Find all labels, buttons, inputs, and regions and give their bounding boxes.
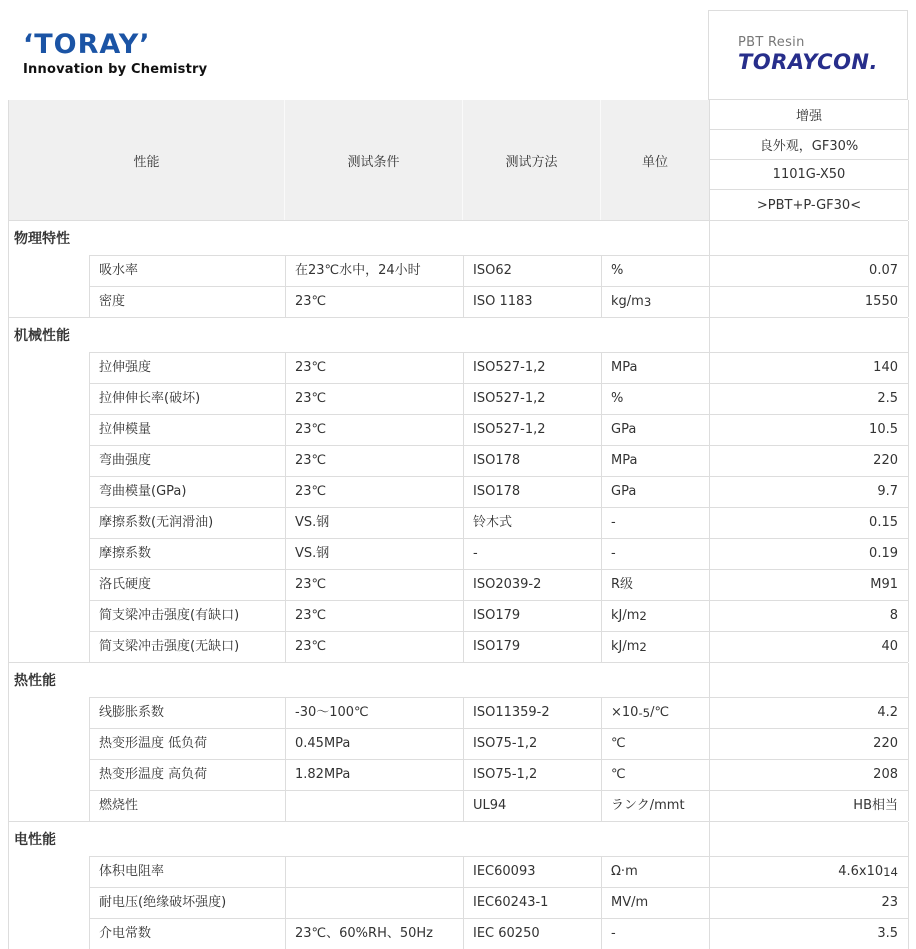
property-cell: 拉伸强度: [89, 352, 285, 383]
product-line-label: PBT Resin: [738, 35, 805, 51]
table-row: [9, 569, 908, 600]
method-cell: ISO11359-2: [463, 697, 601, 728]
method-cell: -: [463, 538, 601, 569]
unit-cell: ℃: [601, 759, 709, 790]
section-value-cell: [709, 822, 909, 856]
condition-cell: 23℃: [285, 414, 463, 445]
row-indent-spacer: [9, 887, 89, 918]
unit-cell: %: [601, 383, 709, 414]
section-value-cell: [709, 663, 909, 697]
section-title: 机械性能: [14, 328, 70, 344]
value-cell: 220: [709, 445, 909, 476]
row-indent-spacer: [9, 476, 89, 507]
value-cell: M91: [709, 569, 909, 600]
grade-header-stack: [709, 100, 909, 220]
property-cell: 洛氏硬度: [89, 569, 285, 600]
property-cell: 简支梁冲击强度(无缺口): [89, 631, 285, 662]
property-cell: 弯曲强度: [89, 445, 285, 476]
table-row: [9, 697, 908, 728]
grade-name: 1101G-X50: [709, 160, 909, 190]
method-cell: ISO527-1,2: [463, 414, 601, 445]
property-cell: 热变形温度 高负荷: [89, 759, 285, 790]
unit-cell: MPa: [601, 445, 709, 476]
unit-cell: kJ/m 2: [601, 600, 709, 631]
unit-cell: Ω·m: [601, 856, 709, 887]
table-row: [9, 790, 908, 821]
property-cell: 拉伸伸长率(破坏): [89, 383, 285, 414]
row-indent-spacer: [9, 697, 89, 728]
condition-cell: 在23℃水中，24小时: [285, 255, 463, 286]
section-row: [9, 317, 908, 352]
condition-cell: [285, 790, 463, 821]
row-indent-spacer: [9, 507, 89, 538]
condition-cell: -30～100℃: [285, 697, 463, 728]
unit-cell: MV/m: [601, 887, 709, 918]
value-cell: 4.6x10 14: [709, 856, 909, 887]
table-body: [9, 220, 908, 949]
condition-cell: 23℃、60%RH、50Hz: [285, 918, 463, 949]
toraycon-logo: TORAYCON.: [738, 50, 878, 75]
table-row: [9, 507, 908, 538]
method-cell: ISO 1183: [463, 286, 601, 317]
section-value-cell: [709, 221, 909, 255]
unit-cell: MPa: [601, 352, 709, 383]
table-row: [9, 445, 908, 476]
method-cell: ISO75-1,2: [463, 759, 601, 790]
header-condition: 测试条件: [285, 100, 463, 220]
property-cell: 体积电阻率: [89, 856, 285, 887]
row-indent-spacer: [9, 352, 89, 383]
condition-cell: VS.钢: [285, 538, 463, 569]
method-cell: ISO179: [463, 631, 601, 662]
property-cell: 燃烧性: [89, 790, 285, 821]
method-cell: ISO178: [463, 445, 601, 476]
property-cell: 热变形温度 低负荷: [89, 728, 285, 759]
unit-cell: %: [601, 255, 709, 286]
property-table: [8, 100, 908, 949]
value-cell: 9.7: [709, 476, 909, 507]
unit-cell: ℃: [601, 728, 709, 759]
condition-cell: 23℃: [285, 600, 463, 631]
row-indent-spacer: [9, 918, 89, 949]
value-cell: 1550: [709, 286, 909, 317]
table-row: [9, 255, 908, 286]
method-cell: ISO527-1,2: [463, 383, 601, 414]
table-row: [9, 887, 908, 918]
condition-cell: 23℃: [285, 476, 463, 507]
condition-cell: 23℃: [285, 352, 463, 383]
table-row: [9, 476, 908, 507]
grade-feature: 良外观，GF30%: [709, 130, 909, 160]
property-cell: 吸水率: [89, 255, 285, 286]
page-header: [0, 0, 916, 100]
condition-cell: [285, 856, 463, 887]
method-cell: ISO179: [463, 600, 601, 631]
unit-cell: GPa: [601, 414, 709, 445]
section-row: [9, 220, 908, 255]
condition-cell: 23℃: [285, 631, 463, 662]
section-row: [9, 821, 908, 856]
table-row: [9, 286, 908, 317]
row-indent-spacer: [9, 759, 89, 790]
grade-category: 增强: [709, 100, 909, 130]
row-indent-spacer: [9, 414, 89, 445]
value-cell: 220: [709, 728, 909, 759]
property-cell: 线膨胀系数: [89, 697, 285, 728]
method-cell: ISO62: [463, 255, 601, 286]
row-indent-spacer: [9, 600, 89, 631]
row-indent-spacer: [9, 728, 89, 759]
unit-cell: ×10 -5 /℃: [601, 697, 709, 728]
value-cell: 2.5: [709, 383, 909, 414]
table-row: [9, 600, 908, 631]
property-cell: 密度: [89, 286, 285, 317]
property-cell: 弯曲模量(GPa): [89, 476, 285, 507]
value-cell: 10.5: [709, 414, 909, 445]
property-cell: 摩擦系数(无润滑油): [89, 507, 285, 538]
unit-cell: kg/m 3: [601, 286, 709, 317]
row-indent-spacer: [9, 383, 89, 414]
unit-cell: GPa: [601, 476, 709, 507]
method-cell: ISO75-1,2: [463, 728, 601, 759]
value-cell: 0.15: [709, 507, 909, 538]
method-cell: IEC60243-1: [463, 887, 601, 918]
grade-composition: >PBT+P-GF30<: [709, 190, 909, 220]
condition-cell: 23℃: [285, 569, 463, 600]
value-cell: 0.19: [709, 538, 909, 569]
value-cell: 3.5: [709, 918, 909, 949]
header-unit: 单位: [601, 100, 709, 220]
table-row: [9, 728, 908, 759]
method-cell: IEC60093: [463, 856, 601, 887]
table-row: [9, 352, 908, 383]
section-title: 物理特性: [14, 231, 70, 247]
unit-cell: -: [601, 918, 709, 949]
section-title: 电性能: [14, 832, 56, 848]
table-row: [9, 631, 908, 662]
row-indent-spacer: [9, 790, 89, 821]
header-property: 性能: [9, 100, 285, 220]
table-header: [9, 100, 908, 220]
method-cell: ISO2039-2: [463, 569, 601, 600]
section-title: 热性能: [14, 673, 56, 689]
header-method: 测试方法: [463, 100, 601, 220]
method-cell: IEC 60250: [463, 918, 601, 949]
row-indent-spacer: [9, 631, 89, 662]
row-indent-spacer: [9, 538, 89, 569]
row-indent-spacer: [9, 445, 89, 476]
condition-cell: [285, 887, 463, 918]
condition-cell: 1.82MPa: [285, 759, 463, 790]
property-cell: 耐电压(绝缘破坏强度): [89, 887, 285, 918]
toray-logo: ‘TORAY’: [23, 29, 151, 60]
unit-cell: -: [601, 507, 709, 538]
table-row: [9, 538, 908, 569]
product-brand-box: [708, 10, 908, 100]
value-cell: HB相当: [709, 790, 909, 821]
condition-cell: 23℃: [285, 383, 463, 414]
row-indent-spacer: [9, 286, 89, 317]
value-cell: 140: [709, 352, 909, 383]
value-cell: 23: [709, 887, 909, 918]
section-row: [9, 662, 908, 697]
property-cell: 摩擦系数: [89, 538, 285, 569]
method-cell: UL94: [463, 790, 601, 821]
table-row: [9, 759, 908, 790]
unit-cell: -: [601, 538, 709, 569]
table-row: [9, 414, 908, 445]
property-cell: 简支梁冲击强度(有缺口): [89, 600, 285, 631]
table-row: [9, 383, 908, 414]
unit-cell: kJ/m 2: [601, 631, 709, 662]
table-row: [9, 918, 908, 949]
section-value-cell: [709, 318, 909, 352]
property-cell: 拉伸模量: [89, 414, 285, 445]
method-cell: ISO178: [463, 476, 601, 507]
unit-cell: R级: [601, 569, 709, 600]
condition-cell: VS.钢: [285, 507, 463, 538]
value-cell: 208: [709, 759, 909, 790]
condition-cell: 23℃: [285, 286, 463, 317]
method-cell: 铃木式: [463, 507, 601, 538]
value-cell: 4.2: [709, 697, 909, 728]
value-cell: 8: [709, 600, 909, 631]
condition-cell: 0.45MPa: [285, 728, 463, 759]
unit-cell: ランク/mmt: [601, 790, 709, 821]
property-cell: 介电常数: [89, 918, 285, 949]
toray-logo-block: [23, 31, 207, 77]
toray-tagline: Innovation by Chemistry: [23, 62, 208, 77]
value-cell: 0.07: [709, 255, 909, 286]
condition-cell: 23℃: [285, 445, 463, 476]
row-indent-spacer: [9, 255, 89, 286]
table-row: [9, 856, 908, 887]
row-indent-spacer: [9, 856, 89, 887]
row-indent-spacer: [9, 569, 89, 600]
value-cell: 40: [709, 631, 909, 662]
method-cell: ISO527-1,2: [463, 352, 601, 383]
